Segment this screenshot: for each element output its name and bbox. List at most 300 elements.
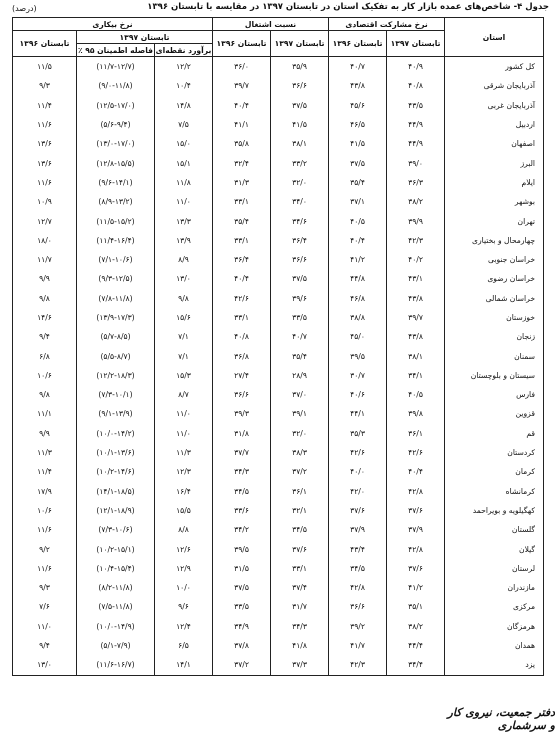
value-cell-p97: ۳۶/۳ <box>387 173 445 192</box>
value-cell-p97: ۳۸/۱ <box>387 346 445 365</box>
value-cell-p97: ۴۳/۱ <box>387 269 445 288</box>
value-cell-e97: ۲۸/۹ <box>271 366 329 385</box>
value-cell-u96: ۱۷/۹ <box>13 482 77 501</box>
value-cell-p96: ۴۵/۶ <box>329 96 387 115</box>
value-cell-p96: ۴۲/۶ <box>329 443 387 462</box>
table-row <box>13 636 544 655</box>
value-cell-u96: ۱۰/۹ <box>13 192 77 211</box>
value-cell-p97: ۴۴/۹ <box>387 134 445 153</box>
value-cell-e97: ۳۹/۶ <box>271 289 329 308</box>
value-cell-u96: ۱۰/۶ <box>13 366 77 385</box>
value-cell-p96: ۳۷/۵ <box>329 153 387 172</box>
value-cell-e97: ۳۹/۱ <box>271 404 329 423</box>
value-cell-u96: ۱۱/۳ <box>13 443 77 462</box>
value-cell-u97: ۱۴/۱ <box>155 655 213 675</box>
value-cell-e97: ۳۷/۶ <box>271 539 329 558</box>
table-body <box>13 57 544 676</box>
value-cell-p97: ۳۸/۲ <box>387 192 445 211</box>
value-cell-u97: ۱۴/۸ <box>155 96 213 115</box>
value-cell-e96: ۳۹/۳ <box>213 404 271 423</box>
table-row <box>13 96 544 115</box>
value-cell-p96: ۳۴/۵ <box>329 559 387 578</box>
value-cell-p97: ۴۰/۴ <box>387 462 445 481</box>
value-cell-ci: (۹/۳-۱۲/۵) <box>77 269 155 288</box>
value-cell-u97: ۸/۸ <box>155 520 213 539</box>
value-cell-ci: (۱۲/۱-۱۸/۹) <box>77 501 155 520</box>
province-cell: قم <box>445 424 544 443</box>
value-cell-ci: (۸/۲-۱۱/۸) <box>77 578 155 597</box>
header-province: استان <box>445 18 544 57</box>
value-cell-p97: ۴۲/۳ <box>387 231 445 250</box>
value-cell-u96: ۱۰/۶ <box>13 501 77 520</box>
value-cell-u96: ۱۱/۶ <box>13 173 77 192</box>
value-cell-ci: (۱۲/۵-۱۷/۰) <box>77 96 155 115</box>
value-cell-ci: (۵/۷-۸/۵) <box>77 327 155 346</box>
value-cell-e97: ۳۲/۰ <box>271 424 329 443</box>
value-cell-u97: ۱۲/۳ <box>155 462 213 481</box>
value-cell-e97: ۳۴/۳ <box>271 617 329 636</box>
value-cell-e97: ۳۵/۹ <box>271 57 329 77</box>
value-cell-u96: ۱۲/۷ <box>13 211 77 230</box>
value-cell-u97: ۱۳/۰ <box>155 269 213 288</box>
value-cell-e97: ۳۷/۳ <box>271 655 329 675</box>
value-cell-e96: ۴۱/۱ <box>213 115 271 134</box>
value-cell-e96: ۳۷/۲ <box>213 655 271 675</box>
value-cell-u97: ۱۵/۳ <box>155 366 213 385</box>
value-cell-u97: ۱۱/۸ <box>155 173 213 192</box>
value-cell-p97: ۴۲/۸ <box>387 482 445 501</box>
value-cell-u96: ۹/۲ <box>13 539 77 558</box>
value-cell-e97: ۳۸/۳ <box>271 443 329 462</box>
province-cell: مازندران <box>445 578 544 597</box>
table-row <box>13 211 544 230</box>
office-logo: دفتر جمعیت، نیروی کار و سرشماری <box>447 706 555 732</box>
value-cell-p97: ۴۰/۵ <box>387 385 445 404</box>
value-cell-e96: ۳۴/۲ <box>213 520 271 539</box>
table-row <box>13 578 544 597</box>
table-row <box>13 346 544 365</box>
value-cell-ci: (۱۰/۲-۱۵/۱) <box>77 539 155 558</box>
value-cell-u97: ۷/۱ <box>155 346 213 365</box>
value-cell-e96: ۳۴/۳ <box>213 462 271 481</box>
province-cell: بوشهر <box>445 192 544 211</box>
value-cell-p97: ۳۷/۹ <box>387 520 445 539</box>
value-cell-ci: (۸/۹-۱۳/۲) <box>77 192 155 211</box>
province-cell: فارس <box>445 385 544 404</box>
value-cell-u96: ۹/۹ <box>13 424 77 443</box>
province-cell: خراسان رضوی <box>445 269 544 288</box>
table-row <box>13 462 544 481</box>
value-cell-u97: ۹/۸ <box>155 289 213 308</box>
header-participation: نرخ مشارکت اقتصادی <box>329 18 445 31</box>
value-cell-p96: ۴۰/۰ <box>329 462 387 481</box>
value-cell-u97: ۹/۶ <box>155 597 213 616</box>
value-cell-u96: ۱۱/۱ <box>13 404 77 423</box>
value-cell-e96: ۳۳/۵ <box>213 597 271 616</box>
table-row <box>13 443 544 462</box>
province-cell: اصفهان <box>445 134 544 153</box>
table-row <box>13 115 544 134</box>
value-cell-e97: ۳۳/۲ <box>271 153 329 172</box>
value-cell-p96: ۴۳/۴ <box>329 539 387 558</box>
value-cell-u97: ۸/۹ <box>155 250 213 269</box>
value-cell-e96: ۳۷/۸ <box>213 636 271 655</box>
province-cell: تهران <box>445 211 544 230</box>
value-cell-u96: ۱۴/۶ <box>13 308 77 327</box>
value-cell-p96: ۳۹/۲ <box>329 617 387 636</box>
value-cell-u97: ۱۲/۶ <box>155 539 213 558</box>
province-cell: کردستان <box>445 443 544 462</box>
table-row <box>13 597 544 616</box>
value-cell-e96: ۳۳/۶ <box>213 501 271 520</box>
value-cell-u97: ۱۶/۴ <box>155 482 213 501</box>
value-cell-e97: ۳۶/۴ <box>271 231 329 250</box>
value-cell-p96: ۴۳/۸ <box>329 76 387 95</box>
value-cell-e96: ۴۲/۶ <box>213 289 271 308</box>
value-cell-p96: ۴۲/۰ <box>329 482 387 501</box>
value-cell-p97: ۴۲/۶ <box>387 443 445 462</box>
value-cell-p96: ۳۷/۱ <box>329 192 387 211</box>
value-cell-p97: ۴۳/۸ <box>387 327 445 346</box>
value-cell-ci: (۷/۳-۱۰/۱) <box>77 385 155 404</box>
province-cell: کل کشور <box>445 57 544 77</box>
value-cell-e97: ۳۳/۱ <box>271 559 329 578</box>
value-cell-ci: (۱۱/۴-۱۶/۴) <box>77 231 155 250</box>
value-cell-p97: ۴۰/۲ <box>387 250 445 269</box>
value-cell-e97: ۳۴/۶ <box>271 211 329 230</box>
value-cell-u96: ۷/۶ <box>13 597 77 616</box>
value-cell-e97: ۴۰/۷ <box>271 327 329 346</box>
value-cell-p97: ۴۰/۸ <box>387 76 445 95</box>
value-cell-p97: ۴۱/۲ <box>387 578 445 597</box>
value-cell-p97: ۴۳/۸ <box>387 289 445 308</box>
value-cell-u96: ۱۱/۴ <box>13 462 77 481</box>
value-cell-e96: ۳۱/۵ <box>213 559 271 578</box>
value-cell-ci: (۷/۸-۱۱/۸) <box>77 289 155 308</box>
value-cell-u97: ۱۱/۰ <box>155 404 213 423</box>
value-cell-p96: ۳۵/۳ <box>329 424 387 443</box>
value-cell-p97: ۴۴/۴ <box>387 636 445 655</box>
province-cell: یزد <box>445 655 544 675</box>
table-row <box>13 173 544 192</box>
value-cell-p96: ۴۱/۷ <box>329 636 387 655</box>
value-cell-p97: ۳۹/۹ <box>387 211 445 230</box>
province-cell: آذربایجان شرقی <box>445 76 544 95</box>
value-cell-e97: ۳۲/۰ <box>271 173 329 192</box>
value-cell-p96: ۳۹/۵ <box>329 346 387 365</box>
value-cell-u97: ۱۰/۰ <box>155 578 213 597</box>
province-cell: لرستان <box>445 559 544 578</box>
value-cell-p96: ۴۰/۶ <box>329 385 387 404</box>
value-cell-u97: ۱۰/۴ <box>155 76 213 95</box>
value-cell-e97: ۴۱/۸ <box>271 636 329 655</box>
value-cell-ci: (۱۱/۷-۱۲/۷) <box>77 57 155 77</box>
table-row <box>13 366 544 385</box>
labor-market-table <box>12 17 544 676</box>
table-caption: جدول ۴- شاخص‌های عمده بازار کار به تفکیک استان در تابستان ۱۳۹۷ در مقایسه با تابستان ۱۳۹۶ <box>147 2 549 12</box>
value-cell-ci: (۹/۶-۱۴/۱) <box>77 173 155 192</box>
value-cell-ci: (۱۲/۲-۱۸/۳) <box>77 366 155 385</box>
table-row <box>13 153 544 172</box>
province-cell: ایلام <box>445 173 544 192</box>
value-cell-e96: ۳۵/۸ <box>213 134 271 153</box>
value-cell-u96: ۹/۸ <box>13 385 77 404</box>
header-ci: فاصله اطمینان ۹۵ ٪ <box>77 45 154 55</box>
value-cell-u97: ۱۵/۶ <box>155 308 213 327</box>
value-cell-p96: ۴۰/۴ <box>329 231 387 250</box>
header-e96: تابستان ۱۳۹۶ <box>213 31 271 57</box>
value-cell-u96: ۱۳/۶ <box>13 153 77 172</box>
value-cell-e97: ۳۷/۰ <box>271 385 329 404</box>
value-cell-p96: ۴۲/۸ <box>329 578 387 597</box>
province-cell: چهارمحال و بختیاری <box>445 231 544 250</box>
province-cell: کهگیلویه و بویراحمد <box>445 501 544 520</box>
value-cell-e96: ۳۱/۸ <box>213 424 271 443</box>
value-cell-e96: ۳۷/۷ <box>213 443 271 462</box>
value-cell-ci: (۱۳/۹-۱۷/۳) <box>77 308 155 327</box>
value-cell-p97: ۳۷/۶ <box>387 559 445 578</box>
value-cell-p97: ۴۴/۹ <box>387 115 445 134</box>
value-cell-u96: ۹/۴ <box>13 636 77 655</box>
province-cell: خراسان جنوبی <box>445 250 544 269</box>
value-cell-ci: (۷/۵-۱۱/۸) <box>77 597 155 616</box>
value-cell-e97: ۳۷/۵ <box>271 96 329 115</box>
value-cell-e96: ۳۶/۴ <box>213 250 271 269</box>
table-row <box>13 424 544 443</box>
province-cell: خراسان شمالی <box>445 289 544 308</box>
value-cell-u97: ۱۲/۹ <box>155 559 213 578</box>
province-cell: گلستان <box>445 520 544 539</box>
value-cell-ci: (۱۱/۶-۱۶/۷) <box>77 655 155 675</box>
value-cell-e97: ۳۱/۷ <box>271 597 329 616</box>
value-cell-ci: (۵/۶-۹/۴) <box>77 115 155 134</box>
table-row <box>13 482 544 501</box>
value-cell-u97: ۱۳/۳ <box>155 211 213 230</box>
province-cell: کرمانشاه <box>445 482 544 501</box>
header-unemployment: نرخ بیکاری <box>13 18 213 31</box>
value-cell-e97: ۳۷/۴ <box>271 578 329 597</box>
value-cell-e96: ۳۵/۴ <box>213 211 271 230</box>
value-cell-p96: ۳۷/۹ <box>329 520 387 539</box>
value-cell-ci: (۱۰/۱-۱۳/۶) <box>77 443 155 462</box>
value-cell-e96: ۳۹/۵ <box>213 539 271 558</box>
province-cell: خوزستان <box>445 308 544 327</box>
value-cell-p96: ۴۶/۸ <box>329 289 387 308</box>
value-cell-e96: ۳۱/۳ <box>213 173 271 192</box>
table-row <box>13 520 544 539</box>
value-cell-ci: (۱۱/۵-۱۵/۲) <box>77 211 155 230</box>
value-cell-p97: ۳۷/۶ <box>387 501 445 520</box>
value-cell-p96: ۳۸/۸ <box>329 308 387 327</box>
table-row <box>13 385 544 404</box>
value-cell-u96: ۱۳/۶ <box>13 134 77 153</box>
province-cell: کرمان <box>445 462 544 481</box>
table-row <box>13 134 544 153</box>
province-cell: مرکزی <box>445 597 544 616</box>
value-cell-ci: (۱۲/۸-۱۵/۵) <box>77 153 155 172</box>
table-row <box>13 289 544 308</box>
value-cell-u97: ۸/۷ <box>155 385 213 404</box>
header-p97: تابستان ۱۳۹۷ <box>387 31 445 57</box>
value-cell-u97: ۱۲/۴ <box>155 617 213 636</box>
value-cell-e97: ۳۷/۲ <box>271 462 329 481</box>
table-row <box>13 327 544 346</box>
value-cell-u96: ۹/۴ <box>13 327 77 346</box>
value-cell-u96: ۹/۸ <box>13 289 77 308</box>
value-cell-u96: ۱۳/۰ <box>13 655 77 675</box>
value-cell-p97: ۳۹/۸ <box>387 404 445 423</box>
header-u97: تابستان ۱۳۹۷ <box>77 31 213 44</box>
value-cell-e96: ۳۳/۱ <box>213 192 271 211</box>
value-cell-p96: ۴۰/۷ <box>329 57 387 77</box>
value-cell-e96: ۳۳/۱ <box>213 231 271 250</box>
value-cell-e96: ۳۹/۷ <box>213 76 271 95</box>
value-cell-u96: ۱۱/۶ <box>13 115 77 134</box>
value-cell-u97: ۱۵/۵ <box>155 501 213 520</box>
value-cell-p96: ۳۵/۴ <box>329 173 387 192</box>
value-cell-e97: ۳۶/۶ <box>271 250 329 269</box>
value-cell-e97: ۳۴/۵ <box>271 520 329 539</box>
header-p96: تابستان ۱۳۹۶ <box>329 31 387 57</box>
value-cell-u96: ۱۱/۴ <box>13 96 77 115</box>
header-e97: تابستان ۱۳۹۷ <box>271 31 329 57</box>
value-cell-e96: ۴۰/۸ <box>213 327 271 346</box>
value-cell-ci: (۱۳/۰-۱۷/۰) <box>77 134 155 153</box>
value-cell-p96: ۴۱/۲ <box>329 250 387 269</box>
value-cell-ci: (۱۰/۴-۱۵/۴) <box>77 559 155 578</box>
value-cell-p97: ۳۹/۰ <box>387 153 445 172</box>
table-row <box>13 617 544 636</box>
table-row <box>13 308 544 327</box>
province-cell: هرمزگان <box>445 617 544 636</box>
header-estimate: برآورد نقطه‌ای <box>155 45 212 55</box>
value-cell-u96: ۱۱/۶ <box>13 520 77 539</box>
value-cell-e96: ۳۴/۹ <box>213 617 271 636</box>
value-cell-u97: ۱۲/۲ <box>155 57 213 77</box>
value-cell-u96: ۱۱/۶ <box>13 559 77 578</box>
value-cell-e96: ۳۴/۵ <box>213 482 271 501</box>
value-cell-e96: ۳۶/۶ <box>213 385 271 404</box>
value-cell-p96: ۳۷/۶ <box>329 501 387 520</box>
value-cell-p97: ۳۸/۲ <box>387 617 445 636</box>
value-cell-e97: ۳۸/۱ <box>271 134 329 153</box>
value-cell-p97: ۳۵/۱ <box>387 597 445 616</box>
province-cell: سمنان <box>445 346 544 365</box>
value-cell-p97: ۴۲/۸ <box>387 539 445 558</box>
value-cell-e97: ۳۴/۰ <box>271 192 329 211</box>
value-cell-p96: ۴۶/۵ <box>329 115 387 134</box>
table-row <box>13 231 544 250</box>
value-cell-e97: ۳۵/۴ <box>271 346 329 365</box>
value-cell-p96: ۳۶/۶ <box>329 597 387 616</box>
value-cell-ci: (۵/۱-۷/۹) <box>77 636 155 655</box>
value-cell-p96: ۳۰/۷ <box>329 366 387 385</box>
value-cell-e97: ۳۶/۶ <box>271 76 329 95</box>
value-cell-ci: (۷/۳-۱۰/۶) <box>77 520 155 539</box>
value-cell-u97: ۱۱/۳ <box>155 443 213 462</box>
value-cell-p97: ۳۴/۴ <box>387 655 445 675</box>
value-cell-e97: ۳۳/۵ <box>271 308 329 327</box>
value-cell-p97: ۳۹/۷ <box>387 308 445 327</box>
value-cell-u97: ۱۱/۰ <box>155 424 213 443</box>
value-cell-u96: ۱۱/۵ <box>13 57 77 77</box>
unit-label: (درصد) <box>12 4 37 13</box>
table-row <box>13 250 544 269</box>
value-cell-u97: ۶/۵ <box>155 636 213 655</box>
value-cell-p97: ۳۴/۱ <box>387 366 445 385</box>
value-cell-e96: ۳۷/۵ <box>213 578 271 597</box>
province-cell: زنجان <box>445 327 544 346</box>
value-cell-u97: ۱۵/۱ <box>155 153 213 172</box>
province-cell: سیستان و بلوچستان <box>445 366 544 385</box>
table-row <box>13 655 544 675</box>
value-cell-p96: ۴۵/۰ <box>329 327 387 346</box>
value-cell-u97: ۷/۱ <box>155 327 213 346</box>
header-u96: تابستان ۱۳۹۶ <box>13 31 77 57</box>
value-cell-p96: ۴۱/۵ <box>329 134 387 153</box>
province-cell: همدان <box>445 636 544 655</box>
value-cell-p97: ۴۰/۹ <box>387 57 445 77</box>
value-cell-u97: ۷/۵ <box>155 115 213 134</box>
value-cell-ci: (۹/۱-۱۳/۹) <box>77 404 155 423</box>
value-cell-ci: (۱۰/۰-۱۴/۲) <box>77 424 155 443</box>
table-row <box>13 559 544 578</box>
province-cell: گیلان <box>445 539 544 558</box>
value-cell-e96: ۴۰/۴ <box>213 96 271 115</box>
value-cell-p96: ۴۰/۵ <box>329 211 387 230</box>
value-cell-ci: (۱۴/۱-۱۸/۵) <box>77 482 155 501</box>
value-cell-e96: ۳۳/۱ <box>213 308 271 327</box>
value-cell-u96: ۹/۳ <box>13 76 77 95</box>
value-cell-p97: ۴۳/۵ <box>387 96 445 115</box>
province-cell: قزوین <box>445 404 544 423</box>
value-cell-ci: (۵/۵-۸/۷) <box>77 346 155 365</box>
value-cell-u96: ۱۱/۷ <box>13 250 77 269</box>
table-row <box>13 57 544 77</box>
value-cell-p96: ۴۴/۸ <box>329 269 387 288</box>
table-title <box>6 2 549 18</box>
value-cell-p96: ۴۲/۳ <box>329 655 387 675</box>
province-cell: اردبیل <box>445 115 544 134</box>
value-cell-u96: ۶/۸ <box>13 346 77 365</box>
province-cell: البرز <box>445 153 544 172</box>
table-row <box>13 404 544 423</box>
value-cell-e97: ۳۶/۱ <box>271 482 329 501</box>
value-cell-e97: ۳۷/۵ <box>271 269 329 288</box>
table-row <box>13 76 544 95</box>
value-cell-p97: ۳۶/۱ <box>387 424 445 443</box>
table-row <box>13 539 544 558</box>
header-employment-ratio: نسبت اشتغال <box>213 18 329 31</box>
value-cell-ci: (۹/۰-۱۱/۸) <box>77 76 155 95</box>
value-cell-u97: ۱۳/۹ <box>155 231 213 250</box>
value-cell-u97: ۱۱/۰ <box>155 192 213 211</box>
value-cell-u96: ۹/۹ <box>13 269 77 288</box>
value-cell-u96: ۹/۳ <box>13 578 77 597</box>
value-cell-u97: ۱۵/۰ <box>155 134 213 153</box>
value-cell-e96: ۳۶/۰ <box>213 57 271 77</box>
value-cell-e96: ۳۲/۴ <box>213 153 271 172</box>
value-cell-e96: ۳۶/۸ <box>213 346 271 365</box>
table-row <box>13 269 544 288</box>
province-cell: آذربایجان غربی <box>445 96 544 115</box>
value-cell-u96: ۱۸/۰ <box>13 231 77 250</box>
value-cell-e97: ۴۱/۵ <box>271 115 329 134</box>
value-cell-ci: (۷/۱-۱۰/۶) <box>77 250 155 269</box>
table-row <box>13 501 544 520</box>
value-cell-u96: ۱۱/۰ <box>13 617 77 636</box>
value-cell-ci: (۱۰/۲-۱۴/۶) <box>77 462 155 481</box>
